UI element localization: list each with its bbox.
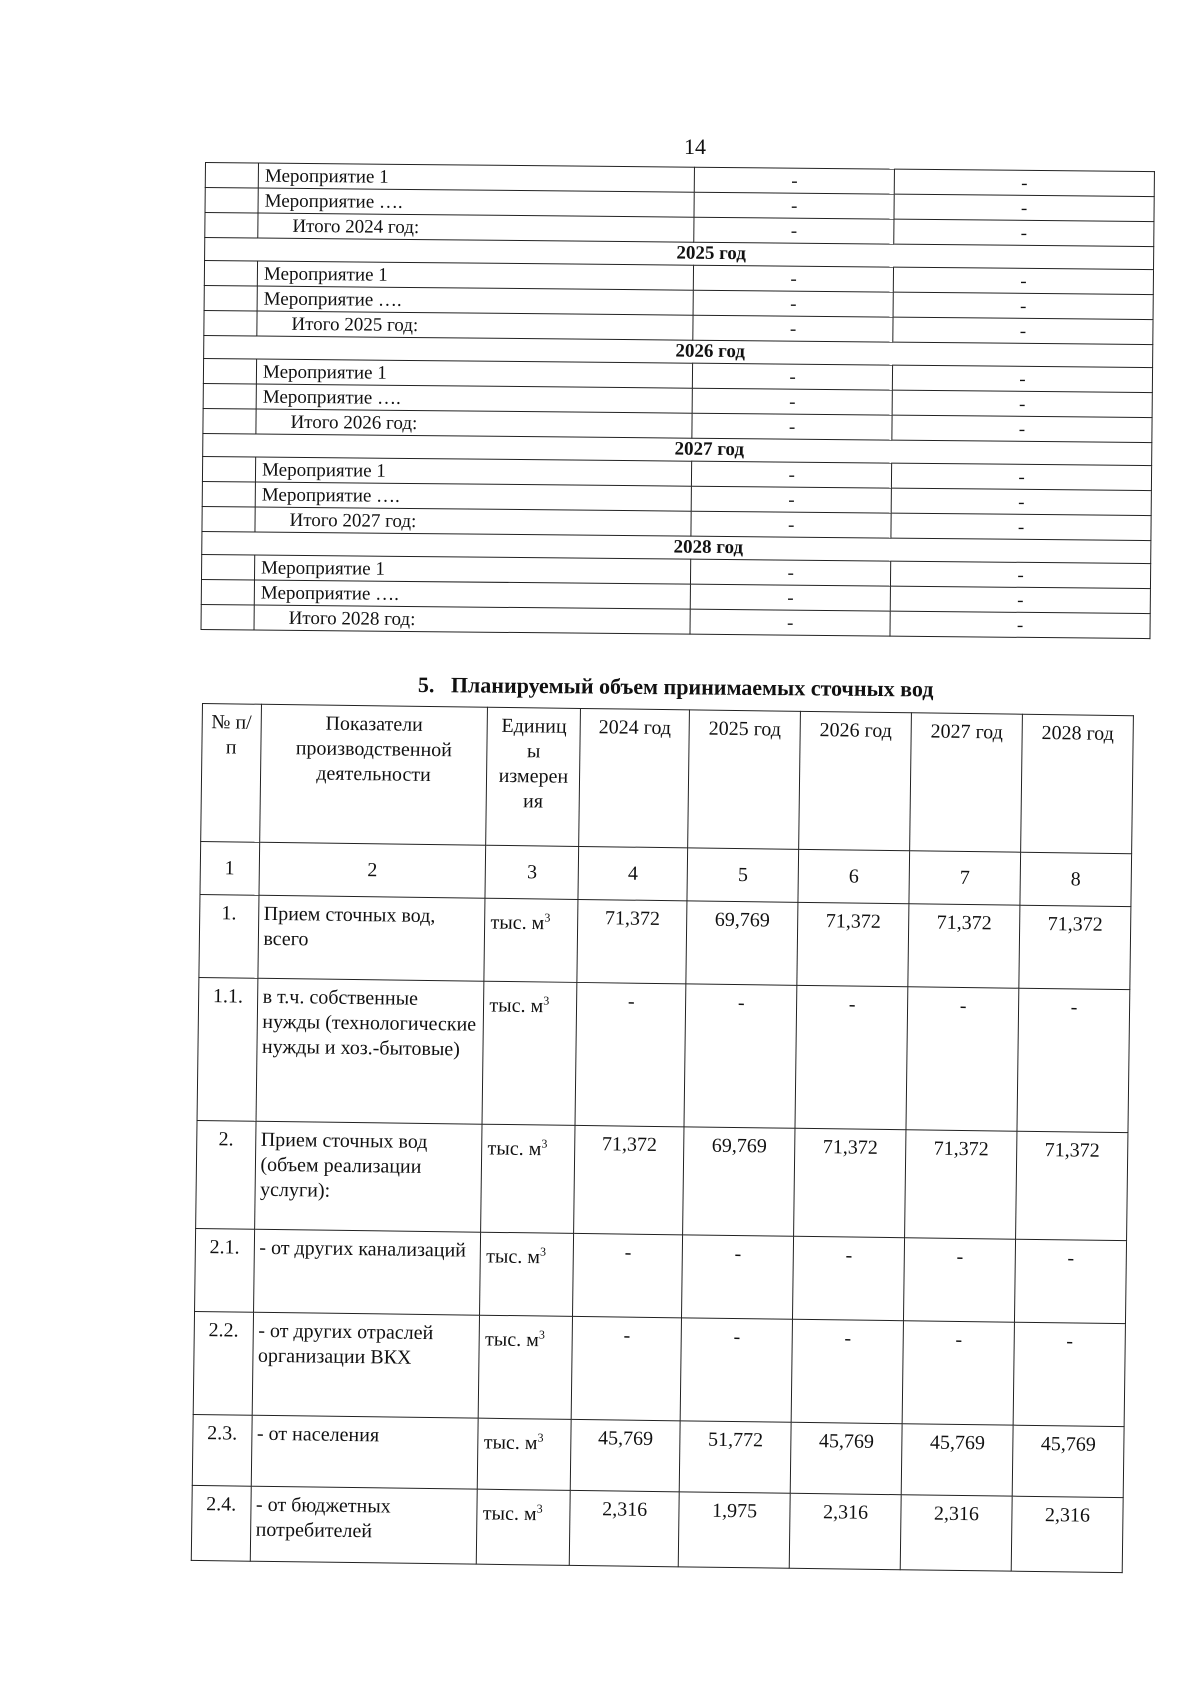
measure-label: Мероприятие ….	[256, 384, 692, 413]
value-cell: 45,769	[570, 1419, 680, 1491]
value-cell: -	[692, 388, 892, 415]
value-cell: -	[691, 511, 891, 538]
value-cell: -	[684, 984, 797, 1128]
table-row	[191, 1485, 1123, 1572]
value-cell: -	[694, 167, 894, 194]
measure-label: Мероприятие ….	[258, 188, 694, 217]
row-number-cell	[201, 604, 254, 630]
row-number: 2.4.	[191, 1485, 250, 1561]
value-cell: 71,372	[908, 904, 1020, 988]
unit-power: 3	[536, 1501, 543, 1516]
value-cell: -	[891, 463, 1151, 490]
value-cell: -	[894, 219, 1154, 246]
value-cell: -	[691, 559, 891, 586]
value-cell: 71,372	[574, 1125, 684, 1234]
unit-text: тыс. м	[487, 1137, 542, 1161]
row-number-cell	[203, 383, 256, 409]
row-number-cell	[202, 506, 255, 532]
value-cell: -	[691, 486, 891, 513]
value-cell: -	[680, 1318, 792, 1422]
col-index: 6	[798, 849, 910, 903]
unit-text: тыс. м	[483, 1431, 538, 1455]
value-cell: 51,772	[679, 1421, 791, 1493]
table-row	[197, 977, 1130, 1132]
value-cell: 71,372	[1016, 1131, 1128, 1240]
value-cell: 71,372	[1019, 905, 1131, 989]
unit-text: тыс. м	[486, 1245, 541, 1269]
unit-power: 3	[543, 993, 550, 1008]
measure-label: Мероприятие ….	[254, 580, 690, 609]
value-cell: -	[795, 985, 908, 1129]
value-cell: -	[893, 317, 1153, 344]
value-cell: 2,316	[789, 1493, 901, 1569]
col-index: 3	[485, 845, 578, 899]
section-title	[418, 672, 934, 702]
total-label: Итого 2026 год:	[256, 409, 692, 438]
value-cell: -	[892, 365, 1152, 392]
value-cell: -	[1013, 1322, 1125, 1426]
indicator-name: - от других канализаций	[253, 1229, 481, 1315]
value-cell: -	[894, 194, 1154, 221]
value-cell: 45,769	[901, 1424, 1013, 1496]
value-cell: 2,316	[569, 1490, 679, 1566]
value-cell: -	[573, 1233, 683, 1317]
value-cell: 69,769	[686, 901, 798, 985]
value-cell: -	[892, 390, 1152, 417]
header-2028: 2028 год	[1021, 714, 1134, 853]
header-2025: 2025 год	[688, 710, 801, 849]
total-label: Итого 2027 год:	[255, 507, 691, 536]
measure-label: Мероприятие ….	[255, 482, 691, 511]
col-index: 8	[1020, 852, 1132, 906]
row-number-cell	[204, 261, 257, 287]
row-number: 1.	[199, 894, 259, 978]
row-number: 1.1.	[197, 977, 257, 1121]
unit-cell	[480, 1232, 574, 1316]
value-cell: -	[692, 413, 892, 440]
value-cell: 45,769	[790, 1422, 902, 1494]
header-num: № п/п	[201, 704, 261, 843]
total-label: Итого 2024 год:	[258, 213, 694, 242]
measures-table	[201, 162, 1155, 639]
indicator-name: - от других отраслей организации ВКХ	[252, 1312, 480, 1418]
table-row	[195, 1228, 1127, 1323]
value-cell: -	[894, 169, 1154, 196]
row-number-cell	[203, 408, 256, 434]
row-number-cell	[205, 213, 258, 239]
unit-text: тыс. м	[490, 911, 545, 935]
row-number-cell	[202, 481, 255, 507]
unit-text: тыс. м	[484, 1328, 539, 1352]
row-number-cell	[205, 188, 258, 214]
value-cell: -	[902, 1321, 1014, 1425]
unit-cell	[482, 981, 577, 1125]
value-cell: -	[890, 586, 1150, 613]
value-cell: 2,316	[900, 1495, 1012, 1571]
value-cell: -	[682, 1235, 794, 1319]
row-number-cell	[205, 163, 258, 189]
value-cell: 45,769	[1012, 1425, 1124, 1497]
unit-power: 3	[537, 1430, 544, 1445]
value-cell: -	[575, 982, 686, 1126]
value-cell: -	[1014, 1239, 1126, 1323]
col-index: 1	[200, 841, 259, 895]
col-index: 5	[687, 848, 799, 902]
measures-table-body	[201, 163, 1154, 639]
value-cell: 2,316	[1011, 1496, 1123, 1572]
measure-label: Мероприятие 1	[258, 163, 694, 192]
unit-cell	[481, 1124, 575, 1233]
indicator-name: Прием сточных вод (объем реализации услуги):	[254, 1121, 482, 1232]
row-number: 2.2.	[193, 1311, 253, 1415]
value-cell: -	[1017, 988, 1130, 1132]
header-2026: 2026 год	[799, 711, 912, 850]
unit-cell	[477, 1489, 571, 1565]
value-cell: -	[690, 609, 890, 636]
row-number-cell	[201, 554, 254, 580]
value-cell: -	[890, 611, 1150, 638]
row-number-cell	[202, 456, 255, 482]
col-index: 2	[258, 842, 486, 898]
year-heading: 2027 год	[203, 433, 1152, 465]
unit-power: 3	[538, 1327, 546, 1342]
table-row	[199, 894, 1131, 989]
indicator-name: - от населения	[251, 1415, 479, 1489]
value-cell: 69,769	[683, 1127, 795, 1236]
value-cell: -	[694, 217, 894, 244]
total-label: Итого 2028 год:	[254, 605, 690, 634]
unit-text: тыс. м	[489, 994, 544, 1018]
year-heading: 2025 год	[205, 238, 1154, 270]
value-cell: -	[893, 267, 1153, 294]
indicator-name: в т.ч. собственные нужды (технологические нужды и хоз.-бытовые)	[256, 978, 485, 1124]
measure-label: Мероприятие 1	[255, 457, 691, 486]
value-cell: -	[571, 1316, 681, 1420]
unit-cell	[484, 898, 578, 982]
value-cell: 71,372	[794, 1128, 906, 1237]
header-row	[201, 704, 1134, 854]
measure-label: Мероприятие 1	[254, 555, 690, 584]
table-row	[193, 1311, 1125, 1426]
value-cell: -	[891, 561, 1151, 588]
page-number: 14	[684, 134, 706, 159]
measure-label: Мероприятие 1	[256, 359, 692, 388]
indicator-name: - от бюджетных потребителей	[250, 1486, 478, 1564]
total-label: Итого 2025 год:	[257, 311, 693, 340]
section-number: 5.	[417, 672, 435, 698]
year-heading: 2028 год	[202, 531, 1151, 563]
wastewater-volume-table	[191, 703, 1134, 1573]
unit-cell	[478, 1418, 572, 1490]
value-cell: -	[891, 513, 1151, 540]
value-cell: -	[892, 415, 1152, 442]
value-cell: -	[693, 315, 893, 342]
value-cell: -	[904, 1238, 1016, 1322]
table-row	[196, 1120, 1128, 1240]
row-number-cell	[204, 310, 257, 336]
value-cell: -	[694, 192, 894, 219]
value-cell: -	[692, 461, 892, 488]
value-cell: -	[893, 292, 1153, 319]
value-cell: -	[906, 987, 1019, 1131]
value-cell: -	[693, 363, 893, 390]
unit-text: тыс. м	[482, 1502, 537, 1526]
unit-cell	[479, 1315, 573, 1419]
row-number: 2.3.	[192, 1414, 251, 1486]
value-cell: 1,975	[678, 1492, 790, 1568]
value-cell: 71,372	[905, 1130, 1017, 1239]
row-number-cell	[203, 358, 256, 384]
row-number-cell	[201, 579, 254, 605]
col-index: 4	[578, 846, 688, 900]
year-heading: 2026 год	[204, 335, 1153, 367]
row-number: 2.	[196, 1120, 256, 1229]
measure-label: Мероприятие 1	[257, 261, 693, 290]
col-index: 7	[909, 851, 1021, 905]
volume-table-body	[191, 894, 1131, 1572]
header-indicator: Показатели производственной деятельности	[259, 704, 488, 845]
value-cell: -	[793, 1236, 905, 1320]
header-2027: 2027 год	[910, 713, 1023, 852]
value-cell: 71,372	[797, 902, 909, 986]
unit-power: 3	[539, 1244, 547, 1259]
header-unit: Единиц ы измерен ия	[486, 707, 581, 846]
unit-power: 3	[541, 1136, 548, 1151]
row-number: 2.1.	[195, 1228, 255, 1312]
table-row	[192, 1414, 1124, 1497]
value-cell: -	[693, 290, 893, 317]
value-cell: -	[694, 265, 894, 292]
unit-power: 3	[544, 910, 551, 925]
row-number-cell	[204, 285, 257, 311]
value-cell: -	[891, 488, 1151, 515]
indicator-name: Прием сточных вод, всего	[257, 895, 485, 981]
value-cell: 71,372	[577, 899, 687, 983]
value-cell: -	[690, 584, 890, 611]
header-2024: 2024 год	[579, 708, 690, 847]
measure-label: Мероприятие ….	[257, 286, 693, 315]
value-cell: -	[791, 1319, 903, 1423]
section-title-text: Планируемый объем принимаемых сточных вод	[450, 672, 934, 702]
